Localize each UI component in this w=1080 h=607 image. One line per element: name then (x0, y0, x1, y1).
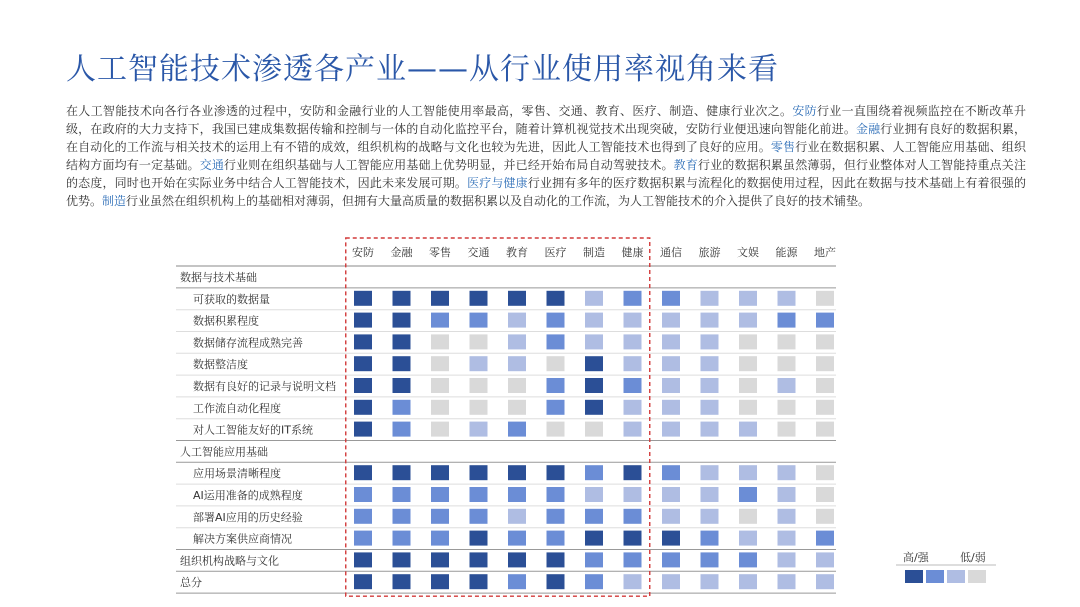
level-cell (778, 291, 796, 306)
level-cell (624, 422, 642, 437)
level-cell (585, 465, 603, 480)
legend (896, 548, 996, 588)
level-cell (470, 509, 488, 524)
level-cell (508, 313, 526, 328)
level-cell (662, 465, 680, 480)
industry-highlight: 零售 (770, 140, 796, 154)
level-cell (547, 313, 565, 328)
level-cell (508, 509, 526, 524)
industry-header: 健康 (621, 246, 644, 259)
level-cell (816, 509, 834, 524)
legend-high-label: 高/强 (903, 551, 929, 564)
legend-low-label: 低/弱 (960, 551, 986, 564)
level-cell (354, 400, 372, 415)
level-cell (470, 356, 488, 371)
industry-highlight: 制造 (102, 194, 127, 208)
level-cell (701, 531, 719, 546)
level-cell (585, 313, 603, 328)
industry-header: 地产 (814, 246, 836, 259)
level-cell (354, 291, 372, 306)
level-cell (624, 509, 642, 524)
level-cell (701, 574, 719, 589)
level-cell (470, 574, 488, 589)
industry-highlight: 交通 (199, 158, 224, 172)
level-cell (431, 487, 449, 502)
level-cell (547, 356, 565, 371)
industry-header: 金融 (390, 246, 413, 259)
level-cell (739, 552, 757, 567)
level-cell (393, 509, 411, 524)
level-cell (547, 487, 565, 502)
industry-header: 通信 (660, 246, 682, 259)
level-cell (816, 422, 834, 437)
row-label: 数据有良好的记录与说明文档 (193, 380, 336, 393)
level-cell (624, 487, 642, 502)
level-cell (393, 313, 411, 328)
level-cell (778, 552, 796, 567)
level-cell (393, 400, 411, 415)
level-cell (662, 400, 680, 415)
level-cell (662, 291, 680, 306)
level-cell (470, 291, 488, 306)
row-label: 数据整洁度 (193, 358, 248, 372)
level-cell (624, 334, 642, 349)
level-cell (701, 400, 719, 415)
level-cell (470, 531, 488, 546)
level-cell (739, 465, 757, 480)
level-cell (624, 400, 642, 415)
level-cell (431, 291, 449, 306)
level-cell (393, 487, 411, 502)
level-cell (816, 400, 834, 415)
level-cell (816, 574, 834, 589)
level-cell (816, 531, 834, 546)
row-label: 工作流自动化程度 (193, 401, 281, 415)
level-cell (470, 334, 488, 349)
level-cell (662, 334, 680, 349)
level-cell (585, 356, 603, 371)
level-cell (739, 487, 757, 502)
level-cell (547, 552, 565, 567)
level-cell (393, 531, 411, 546)
industry-header: 文娱 (737, 246, 759, 259)
section-label: 数据与技术基础 (180, 271, 257, 284)
level-cell (547, 531, 565, 546)
level-cell (547, 422, 565, 437)
level-cell (778, 509, 796, 524)
level-cell (624, 378, 642, 393)
level-cell (354, 509, 372, 524)
level-cell (739, 313, 757, 328)
level-cell (393, 552, 411, 567)
level-cell (508, 334, 526, 349)
level-cell (739, 356, 757, 371)
level-cell (816, 313, 834, 328)
level-cell (816, 356, 834, 371)
row-label: 可获取的数据量 (193, 292, 270, 306)
level-cell (431, 574, 449, 589)
level-cell (547, 465, 565, 480)
level-cell (624, 574, 642, 589)
section-label: 人工智能应用基础 (180, 445, 268, 459)
level-cell (393, 334, 411, 349)
level-cell (354, 422, 372, 437)
level-cell (624, 531, 642, 546)
level-cell (508, 422, 526, 437)
level-cell (585, 334, 603, 349)
level-cell (739, 574, 757, 589)
level-cell (816, 487, 834, 502)
level-cell (739, 378, 757, 393)
level-cell (585, 531, 603, 546)
intro-text: 行业虽然在组织机构上的基础相对薄弱，但拥有大量高质量的数据积累以及自动化的工作流，为人工智能技术的介入提供了良好的技术铺垫。 (126, 194, 871, 208)
level-cell (739, 400, 757, 415)
level-cell (431, 400, 449, 415)
legend-swatch-3 (947, 570, 965, 583)
level-cell (585, 422, 603, 437)
level-cell (354, 487, 372, 502)
legend-swatch-4 (968, 570, 986, 583)
section-label: 总分 (180, 576, 202, 590)
level-cell (585, 487, 603, 502)
intro-text: 行业在数据积累、人工智能应用基础、组织结构方面均有一定基础。 (66, 140, 1026, 172)
level-cell (701, 422, 719, 437)
level-cell (662, 422, 680, 437)
level-cell (585, 400, 603, 415)
level-cell (547, 378, 565, 393)
section-label: 组织机构战略与文化 (180, 554, 279, 568)
level-cell (739, 509, 757, 524)
level-cell (585, 552, 603, 567)
level-cell (816, 465, 834, 480)
intro-text: 行业一直围绕着视频监控在不断改革升级，在政府的大力支持下，我国已建成集数据传输和控制与一体的自动化监控平台，随着计算机视觉技术出现突破，安防行业便迅速向智能化前进。 (66, 104, 1026, 136)
level-cell (585, 509, 603, 524)
level-cell (778, 531, 796, 546)
row-label: AI运用准备的成熟程度 (193, 489, 303, 502)
intro-text: 行业则在组织基础与人工智能应用基础上优势明显，并已经开始布局自动驾驶技术。 (224, 158, 674, 172)
industry-header: 教育 (506, 246, 528, 259)
intro-text: 在人工智能技术向各行各业渗透的过程中，安防和金融行业的人工智能使用率最高，零售、交通、教育、医疗、制造、健康行业次之。 (66, 104, 793, 118)
level-cell (662, 509, 680, 524)
highlight-frame (346, 238, 650, 596)
level-cell (624, 465, 642, 480)
level-cell (739, 291, 757, 306)
level-cell (816, 291, 834, 306)
level-cell (778, 487, 796, 502)
level-cell (701, 552, 719, 567)
level-cell (701, 313, 719, 328)
legend-swatch-1 (905, 570, 923, 583)
level-cell (470, 400, 488, 415)
level-cell (662, 552, 680, 567)
level-cell (393, 291, 411, 306)
level-cell (547, 400, 565, 415)
intro-text: 行业拥有良好的数据积累，在自动化的工作流与相关技术的运用上有不错的成效，组织机构的战略与文化也较为先进，因此人工智能技术也得到了良好的应用。 (66, 122, 1026, 154)
industry-header: 能源 (775, 246, 798, 259)
level-cell (431, 356, 449, 371)
level-cell (470, 465, 488, 480)
level-cell (470, 313, 488, 328)
level-cell (701, 334, 719, 349)
level-cell (739, 422, 757, 437)
industry-header: 旅游 (698, 246, 721, 259)
level-cell (354, 378, 372, 393)
level-cell (470, 378, 488, 393)
level-cell (701, 356, 719, 371)
industry-header: 制造 (583, 246, 605, 259)
industry-highlight: 金融 (855, 122, 881, 136)
level-cell (585, 291, 603, 306)
level-cell (508, 574, 526, 589)
level-cell (701, 378, 719, 393)
industry-highlight: 教育 (673, 158, 698, 172)
level-cell (662, 531, 680, 546)
level-cell (354, 313, 372, 328)
level-cell (739, 334, 757, 349)
level-cell (431, 334, 449, 349)
level-cell (547, 334, 565, 349)
level-cell (778, 465, 796, 480)
level-cell (431, 313, 449, 328)
level-cell (624, 552, 642, 567)
level-cell (547, 291, 565, 306)
level-cell (431, 378, 449, 393)
level-cell (508, 552, 526, 567)
level-cell (816, 552, 834, 567)
level-cell (393, 465, 411, 480)
level-cell (470, 487, 488, 502)
level-cell (508, 378, 526, 393)
row-label: 部署AI应用的历史经验 (193, 510, 303, 524)
industry-header: 交通 (467, 246, 490, 259)
level-cell (778, 422, 796, 437)
level-cell (624, 313, 642, 328)
level-cell (624, 291, 642, 306)
level-cell (431, 422, 449, 437)
industry-highlight: 安防 (792, 104, 817, 118)
level-cell (393, 422, 411, 437)
level-cell (662, 313, 680, 328)
level-cell (547, 574, 565, 589)
level-cell (662, 574, 680, 589)
level-cell (701, 465, 719, 480)
intro-text: 行业拥有多年的医疗数据积累与流程化的数据使用过程，因此在数据与技术基础上有着很强的优势。 (66, 176, 1026, 208)
level-cell (816, 378, 834, 393)
level-cell (778, 334, 796, 349)
level-cell (508, 291, 526, 306)
level-cell (778, 356, 796, 371)
level-cell (354, 465, 372, 480)
industry-header: 医疗 (544, 246, 567, 259)
level-cell (508, 400, 526, 415)
level-cell (431, 465, 449, 480)
row-label: 解决方案供应商情况 (193, 532, 292, 546)
page-title: 人工智能技术渗透各产业——从行业使用率视角来看 (66, 52, 779, 87)
level-cell (778, 400, 796, 415)
industry-highlight: 医疗与健康 (467, 176, 528, 190)
level-cell (354, 531, 372, 546)
level-cell (778, 313, 796, 328)
row-label: 应用场景清晰程度 (193, 467, 281, 481)
industry-header: 零售 (429, 246, 451, 259)
level-cell (354, 574, 372, 589)
row-label: 对人工智能友好的IT系统 (193, 423, 313, 437)
level-cell (354, 552, 372, 567)
level-cell (393, 356, 411, 371)
level-cell (778, 574, 796, 589)
level-cell (470, 422, 488, 437)
level-cell (431, 552, 449, 567)
level-cell (547, 509, 565, 524)
level-cell (508, 465, 526, 480)
level-cell (508, 356, 526, 371)
level-cell (470, 552, 488, 567)
level-cell (585, 574, 603, 589)
level-cell (662, 487, 680, 502)
row-label: 数据积累程度 (193, 314, 259, 328)
level-cell (739, 531, 757, 546)
level-cell (701, 509, 719, 524)
level-cell (701, 291, 719, 306)
level-cell (393, 378, 411, 393)
level-cell (816, 334, 834, 349)
level-cell (585, 378, 603, 393)
level-cell (393, 574, 411, 589)
level-cell (508, 531, 526, 546)
level-cell (662, 356, 680, 371)
level-cell (354, 334, 372, 349)
level-cell (431, 531, 449, 546)
level-cell (662, 378, 680, 393)
level-cell (508, 487, 526, 502)
industry-header: 安防 (352, 246, 374, 259)
intro-text: 行业的数据积累虽然薄弱，但行业整体对人工智能持重点关注的态度，同时也开始在实际业务中结合人工智能技术，因此未来发展可期。 (66, 158, 1026, 190)
level-cell (354, 356, 372, 371)
row-label: 数据储存流程成熟完善 (193, 336, 303, 350)
level-cell (431, 509, 449, 524)
level-cell (701, 487, 719, 502)
level-cell (778, 378, 796, 393)
legend-swatch-2 (926, 570, 944, 583)
level-cell (624, 356, 642, 371)
